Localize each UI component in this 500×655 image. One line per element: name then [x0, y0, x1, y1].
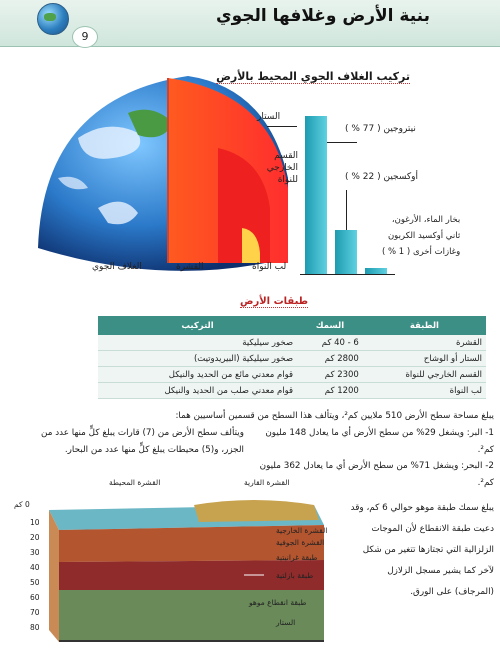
oceanic-crust-label: القشرة المحيطة [109, 478, 161, 487]
paragraph-moho: يبلغ سمك طبقة موهو حوالي 6 كم، وقد دعيت طبقة الانقطاع لأن الموجات الزلزالية التي تجتازها تتغير من شكل لآخر كما يشير مسجل الزلازل (المرجاف) على الورق. [350, 503, 494, 597]
table-header: التركيب [98, 316, 297, 335]
oxygen-label: أوكسجين ( 22 % ) [345, 172, 419, 182]
paragraph-land: 1- البر: ويشغل 29% من سطح الأرض أي ما يعادل 148 مليون كم². [265, 428, 494, 455]
outer-core-label: القسم الخارجي للنواة [266, 151, 298, 185]
inner-core-label: لب النواة [252, 262, 287, 272]
diagram-label: الستار [276, 618, 296, 627]
other-gases-label: بخار الماء، الأرغون، ثاني أوكسيد الكربون وغازات أخرى ( 1 % ) [382, 215, 461, 257]
page-number: 9 [72, 26, 98, 48]
nitrogen-bar [305, 116, 327, 274]
crust-label: القشرة [176, 262, 204, 272]
table-row: لب النواة 1200 كم قوام معدني صلب من الحديد والنيكل [98, 383, 486, 399]
continental-crust-label: القشرة القارية [244, 478, 290, 487]
section-title-atmosphere: تركيب الغلاف الجوي المحيط بالأرض [216, 70, 410, 83]
paragraph-continents: ويتألف سطح الأرض من (7) قارات يبلغ كلٍّ منها عدد من الجزر، و(5) محيطات يبلغ كلٍّ منها عدد من البحار. [41, 428, 244, 455]
diagram-label: القشرة الجوفية [276, 538, 325, 547]
paragraph-area: يبلغ مساحة سطح الأرض 510 ملايين كم²، ويتألف هذا السطح من قسمين أساسيين هما: [175, 411, 494, 421]
table-header-row [98, 316, 486, 335]
globe-icon [37, 3, 69, 35]
table-row: القسم الخارجي للنواة 2300 كم قوام معدني مائع من الحديد والنيكل [98, 367, 486, 383]
diagram-label: طبقة غرانيتية [276, 553, 318, 562]
page-title: بنية الأرض وغلافها الجوي [216, 6, 430, 26]
diagram-label: القشرة الخارجية [276, 526, 328, 535]
diagram-label: طبقة بازلتية [276, 571, 314, 580]
oxygen-bar [335, 230, 357, 274]
paragraph-sea: 2- البحر: ويشغل 71% من سطح الأرض أي ما يعادل 362 مليون كم². [259, 461, 494, 488]
page-header [0, 0, 500, 47]
layers-table-title: طبقات الأرض [240, 296, 309, 307]
table-header: الطبقة [363, 316, 486, 335]
diagram-label: طبقة انقطاع موهو [249, 598, 307, 607]
table-row: القشرة 6 - 40 كم صخور سيليكية [98, 335, 486, 351]
atmosphere-label: الغلاف الجوي [92, 262, 142, 272]
depth-scale-zero: 0 كم [14, 500, 30, 509]
crust-cross-section-diagram: القشرة المحيطة القشرة القارية 0 كم 10 20 30 40 50 60 70 80 القشرة الخارجية القشرة الجوفية طبقة غرانيتية طبقة بازلتية طبقة انقطاع موهو الستار [14, 478, 334, 643]
table-header: السمك [297, 316, 363, 335]
nitrogen-label: نيتروجين ( 77 % ) [345, 124, 416, 134]
mantle-label: الستار [257, 112, 281, 122]
table-row: الستار أو الوشاح 2800 كم صخور سيليكية (البيريدوتيت) [98, 351, 486, 367]
earth-layers-table [98, 316, 486, 399]
